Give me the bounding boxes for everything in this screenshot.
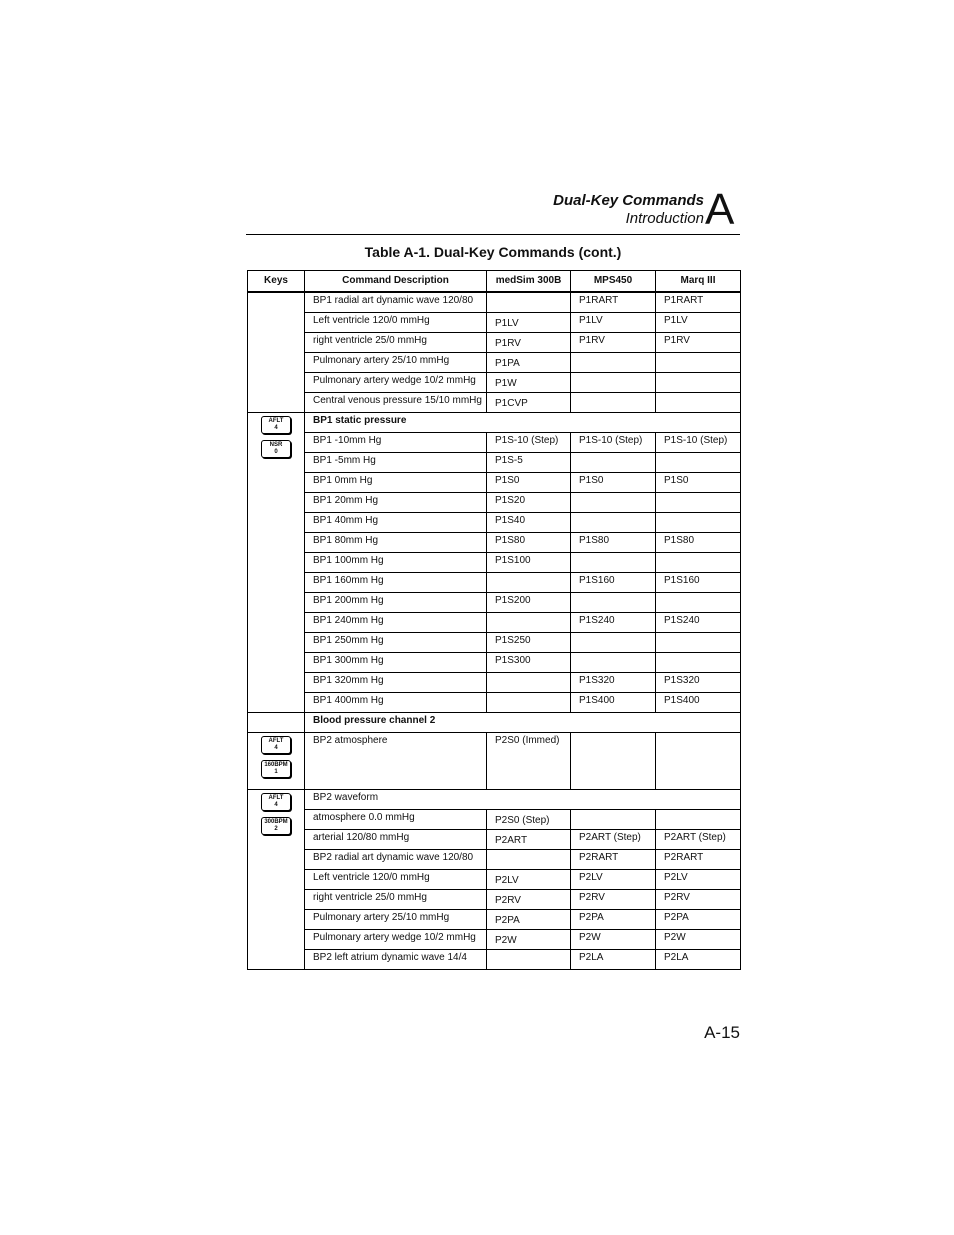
mps450-command — [571, 352, 656, 372]
mps450-command — [571, 652, 656, 672]
medsim-command: P1S80 — [487, 532, 571, 552]
mps450-command: P1S80 — [571, 532, 656, 552]
command-description: Pulmonary artery wedge 10/2 mmHg — [305, 929, 487, 949]
mps450-command — [571, 552, 656, 572]
medsim-command: P2W — [487, 929, 571, 949]
medsim-command — [487, 672, 571, 692]
section-subtitle: Introduction — [625, 210, 704, 227]
medsim-command — [487, 612, 571, 632]
keycap-bpm300: 300BPM 2 — [261, 817, 291, 835]
command-description: BP2 radial art dynamic wave 120/80 — [305, 849, 487, 869]
marq-command: P1S160 — [656, 572, 741, 592]
table-row — [248, 592, 741, 612]
table-row — [248, 452, 741, 472]
column-header-keys: Keys — [248, 271, 305, 293]
command-description: Pulmonary artery 25/10 mmHg — [305, 352, 487, 372]
table-row — [248, 672, 741, 692]
command-description: BP1 -10mm Hg — [305, 432, 487, 452]
table-row — [248, 532, 741, 552]
command-description: BP1 -5mm Hg — [305, 452, 487, 472]
marq-command — [656, 372, 741, 392]
table-row — [248, 789, 741, 809]
command-description: BP2 left atrium dynamic wave 14/4 — [305, 949, 487, 969]
medsim-command: P1S20 — [487, 492, 571, 512]
marq-command: P1S400 — [656, 692, 741, 712]
table-row — [248, 492, 741, 512]
section-title: Dual-Key Commands — [553, 192, 704, 209]
marq-command: P1S320 — [656, 672, 741, 692]
keycap-nsr: NSR 0 — [261, 440, 291, 458]
command-description: BP1 200mm Hg — [305, 592, 487, 612]
medsim-command: P1S40 — [487, 512, 571, 532]
marq-command: P2LV — [656, 869, 741, 889]
dual-key-commands-table — [247, 270, 741, 970]
marq-command: P2RART — [656, 849, 741, 869]
mps450-command: P1RART — [571, 292, 656, 312]
keycap-bpm160: 160BPM 1 — [261, 760, 291, 778]
appendix-letter: A — [705, 185, 735, 234]
mps450-command — [571, 632, 656, 652]
marq-command — [656, 512, 741, 532]
command-description: BP1 radial art dynamic wave 120/80 — [305, 292, 487, 312]
medsim-command — [487, 692, 571, 712]
command-description: BP1 100mm Hg — [305, 552, 487, 572]
table-row — [248, 572, 741, 592]
mps450-command: P1S320 — [571, 672, 656, 692]
mps450-command: P2RV — [571, 889, 656, 909]
marq-command — [656, 492, 741, 512]
marq-command: P1RV — [656, 332, 741, 352]
mps450-command: P1LV — [571, 312, 656, 332]
table-row — [248, 732, 741, 789]
marq-command: P1S240 — [656, 612, 741, 632]
marq-command — [656, 352, 741, 372]
mps450-command: P1S-10 (Step) — [571, 432, 656, 452]
mps450-command — [571, 392, 656, 412]
medsim-command: P1S-5 — [487, 452, 571, 472]
medsim-command: P2RV — [487, 889, 571, 909]
table-row — [248, 652, 741, 672]
medsim-command: P1S300 — [487, 652, 571, 672]
keycap-aflt: AFLT 4 — [261, 793, 291, 811]
medsim-command: P2ART — [487, 829, 571, 849]
table-row — [248, 889, 741, 909]
mps450-command: P2PA — [571, 909, 656, 929]
table-caption: Table A-1. Dual-Key Commands (cont.) — [364, 244, 622, 260]
table-row — [248, 869, 741, 889]
keycap-aflt: AFLT 4 — [261, 416, 291, 434]
command-description: arterial 120/80 mmHg — [305, 829, 487, 849]
command-description: Central venous pressure 15/10 mmHg — [305, 392, 487, 412]
mps450-command: P1S0 — [571, 472, 656, 492]
marq-command: P1LV — [656, 312, 741, 332]
medsim-command — [487, 949, 571, 969]
table-row — [248, 909, 741, 929]
command-description: BP1 160mm Hg — [305, 572, 487, 592]
table-row — [248, 512, 741, 532]
medsim-command: P1S-10 (Step) — [487, 432, 571, 452]
command-description: Pulmonary artery wedge 10/2 mmHg — [305, 372, 487, 392]
medsim-command: P1S0 — [487, 472, 571, 492]
keycap-aflt: AFLT 4 — [261, 736, 291, 754]
table-row — [248, 692, 741, 712]
marq-command — [656, 732, 741, 789]
table-row — [248, 929, 741, 949]
medsim-command: P1RV — [487, 332, 571, 352]
medsim-command: P1S250 — [487, 632, 571, 652]
command-description: BP2 atmosphere — [305, 732, 487, 789]
command-description: BP1 20mm Hg — [305, 492, 487, 512]
command-description: BP1 300mm Hg — [305, 652, 487, 672]
mps450-command: P2ART (Step) — [571, 829, 656, 849]
mps450-command: P1S240 — [571, 612, 656, 632]
marq-command — [656, 552, 741, 572]
table-row — [248, 432, 741, 452]
mps450-command — [571, 592, 656, 612]
column-header-mps450: MPS450 — [571, 271, 656, 293]
table-row — [248, 372, 741, 392]
table-row — [248, 632, 741, 652]
command-description: atmosphere 0.0 mmHg — [305, 809, 487, 829]
medsim-command — [487, 572, 571, 592]
table-row — [248, 292, 741, 312]
command-description: BP1 240mm Hg — [305, 612, 487, 632]
medsim-command: P2PA — [487, 909, 571, 929]
mps450-command — [571, 492, 656, 512]
command-description: Left ventricle 120/0 mmHg — [305, 312, 487, 332]
marq-command: P2ART (Step) — [656, 829, 741, 849]
group-heading: Blood pressure channel 2 — [305, 712, 741, 732]
table-header-row — [248, 271, 741, 293]
command-description: BP1 80mm Hg — [305, 532, 487, 552]
table-row — [248, 849, 741, 869]
mps450-command — [571, 452, 656, 472]
mps450-command: P2W — [571, 929, 656, 949]
marq-command: P1S-10 (Step) — [656, 432, 741, 452]
command-description: BP1 0mm Hg — [305, 472, 487, 492]
command-description: BP1 40mm Hg — [305, 512, 487, 532]
group-heading: BP2 waveform — [305, 789, 741, 809]
table-row — [248, 332, 741, 352]
mps450-command: P1RV — [571, 332, 656, 352]
command-description: Pulmonary artery 25/10 mmHg — [305, 909, 487, 929]
table-row — [248, 312, 741, 332]
medsim-command — [487, 292, 571, 312]
keys-cell — [248, 292, 305, 412]
page-number: A-15 — [704, 1023, 740, 1042]
marq-command — [656, 392, 741, 412]
keys-cell — [248, 732, 305, 789]
medsim-command: P1S100 — [487, 552, 571, 572]
column-header-marq: Marq III — [656, 271, 741, 293]
command-description: right ventricle 25/0 mmHg — [305, 332, 487, 352]
mps450-command: P1S160 — [571, 572, 656, 592]
column-header-medsim: medSim 300B — [487, 271, 571, 293]
marq-command — [656, 809, 741, 829]
mps450-command: P1S400 — [571, 692, 656, 712]
medsim-command: P1PA — [487, 352, 571, 372]
table-row — [248, 392, 741, 412]
mps450-command — [571, 512, 656, 532]
header-rule — [246, 234, 740, 235]
column-header-description: Command Description — [305, 271, 487, 293]
medsim-command: P1S200 — [487, 592, 571, 612]
marq-command: P2W — [656, 929, 741, 949]
table-row — [248, 612, 741, 632]
keys-cell — [248, 789, 305, 969]
table-row — [248, 949, 741, 969]
table-row — [248, 552, 741, 572]
marq-command: P1RART — [656, 292, 741, 312]
medsim-command: P1W — [487, 372, 571, 392]
marq-command — [656, 632, 741, 652]
group-heading: BP1 static pressure — [305, 412, 741, 432]
table-row — [248, 712, 741, 732]
medsim-command: P2S0 (Step) — [487, 809, 571, 829]
medsim-command: P2S0 (Immed) — [487, 732, 571, 789]
medsim-command: P1CVP — [487, 392, 571, 412]
mps450-command — [571, 732, 656, 789]
keys-cell — [248, 412, 305, 712]
marq-command — [656, 652, 741, 672]
marq-command: P2PA — [656, 909, 741, 929]
medsim-command: P2LV — [487, 869, 571, 889]
medsim-command: P1LV — [487, 312, 571, 332]
marq-command — [656, 592, 741, 612]
command-description: Left ventricle 120/0 mmHg — [305, 869, 487, 889]
command-description: BP1 250mm Hg — [305, 632, 487, 652]
marq-command: P2RV — [656, 889, 741, 909]
mps450-command — [571, 372, 656, 392]
table-row — [248, 809, 741, 829]
keys-cell — [248, 712, 305, 732]
marq-command: P1S0 — [656, 472, 741, 492]
marq-command: P2LA — [656, 949, 741, 969]
marq-command: P1S80 — [656, 532, 741, 552]
mps450-command — [571, 809, 656, 829]
table-row — [248, 412, 741, 432]
command-description: right ventricle 25/0 mmHg — [305, 889, 487, 909]
command-description: BP1 320mm Hg — [305, 672, 487, 692]
medsim-command — [487, 849, 571, 869]
mps450-command: P2RART — [571, 849, 656, 869]
table-row — [248, 352, 741, 372]
mps450-command: P2LA — [571, 949, 656, 969]
table-row — [248, 472, 741, 492]
marq-command — [656, 452, 741, 472]
table-row — [248, 829, 741, 849]
mps450-command: P2LV — [571, 869, 656, 889]
command-description: BP1 400mm Hg — [305, 692, 487, 712]
table-body — [248, 292, 741, 969]
